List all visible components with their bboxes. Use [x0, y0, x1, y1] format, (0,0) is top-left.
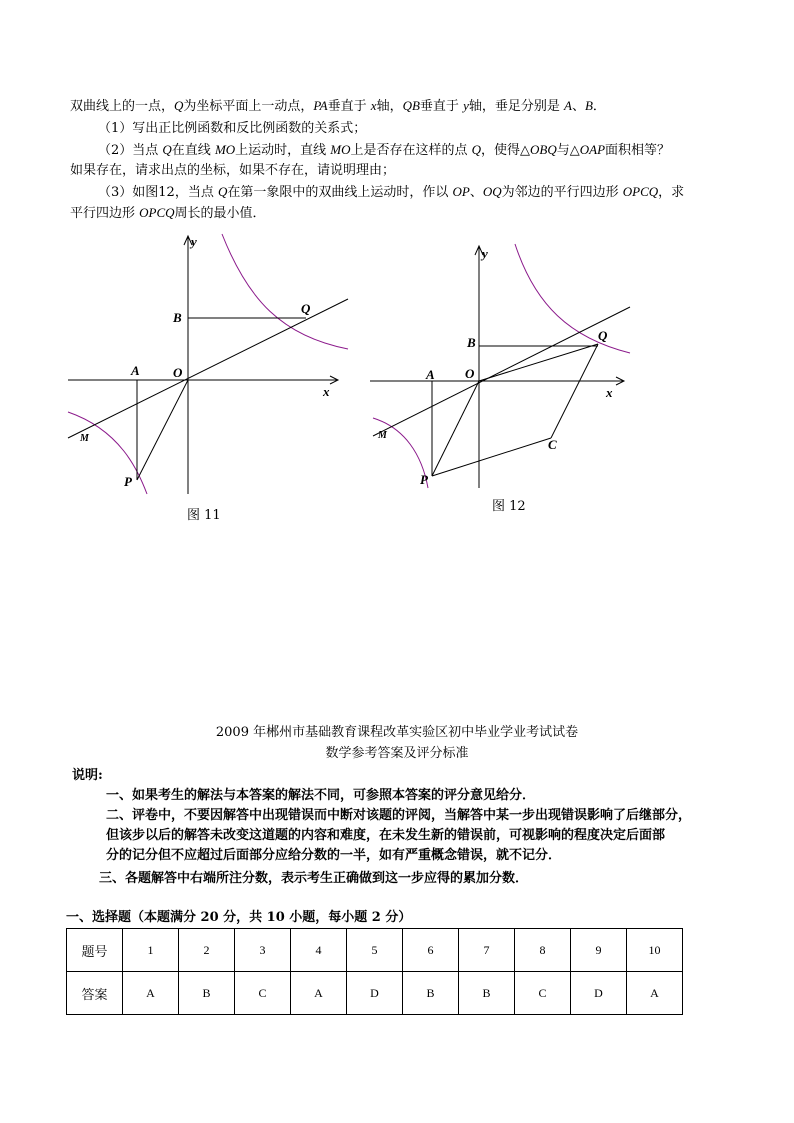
var-q: Q [162, 142, 172, 157]
fig11-label-y: y [191, 234, 197, 249]
note-1: 一、如果考生的解法与本答案的解法不同，可参照本答案的评分意见给分． [106, 788, 536, 803]
table-cell: 5 [347, 929, 403, 972]
row-header-number: 题号 [67, 929, 123, 972]
text: （3）如图12，当点 [98, 185, 218, 200]
text: 为坐标平面上一动点， [183, 99, 314, 114]
table-cell: C [515, 972, 571, 1015]
section-1-title: 一、选择题（本题满分 20 分，共 10 小题，每小题 2 分） [66, 910, 412, 925]
text: 、 [571, 99, 585, 114]
table-cell: 2 [179, 929, 235, 972]
fig12-line-mo [373, 307, 630, 436]
table-cell: D [347, 972, 403, 1015]
fig11-label-m: M [80, 433, 89, 444]
text: 在直线 [171, 143, 215, 158]
table-cell: 10 [627, 929, 683, 972]
table-cell: B [179, 972, 235, 1015]
fig12-segment-oq [479, 344, 598, 381]
var-oap: OAP [579, 142, 606, 157]
fig12-segment-op [432, 381, 479, 476]
fig12-label-b: B [467, 335, 476, 350]
answer-table [66, 928, 683, 1015]
fig11-label-x: x [323, 384, 330, 399]
text: ，求 [658, 185, 685, 200]
fig12-label-x: x [606, 385, 613, 400]
fig12-segment-cq [551, 344, 598, 438]
text: 轴，垂足分别是 [468, 99, 564, 114]
var-x: x [370, 98, 377, 113]
fig11-label-p: P [124, 474, 132, 489]
var-mo: MO [214, 142, 236, 157]
text: 轴， [376, 99, 403, 114]
var-opcq: OPCQ [622, 184, 659, 199]
text: 上运动时，直线 [235, 143, 331, 158]
var-q: Q [174, 98, 184, 113]
question-2-continued: 如果存在，请求出点的坐标，如果不存在，请说明理由； [70, 163, 396, 178]
table-cell: A [627, 972, 683, 1015]
fig12-caption: 图 12 [492, 499, 526, 514]
var-q: Q [217, 184, 228, 199]
fig11-label-q: Q [301, 301, 311, 316]
table-cell: B [459, 972, 515, 1015]
table-cell: 3 [235, 929, 291, 972]
fig12-segment-pc [432, 438, 551, 476]
fig12-label-y: y [482, 246, 488, 261]
notes-label: 说明: [72, 768, 103, 783]
fig12-axes [370, 246, 624, 488]
text: 与△ [556, 143, 580, 158]
fig12-label-c: C [548, 437, 557, 452]
var-opcq: OPCQ [139, 205, 175, 220]
text: ． [592, 99, 606, 114]
text: 双曲线上的一点， [70, 99, 175, 114]
var-oq: OQ [482, 184, 502, 199]
var-q: Q [471, 142, 482, 157]
table-cell: 9 [571, 929, 627, 972]
row-header-answer: 答案 [67, 972, 123, 1015]
answer-subtitle: 数学参考答案及评分标准 [325, 746, 469, 761]
table-cell: D [571, 972, 627, 1015]
var-qb: QB [402, 98, 420, 113]
table-cell: 7 [459, 929, 515, 972]
var-pa: PA [313, 98, 328, 113]
table-row [67, 929, 683, 972]
table-cell: A [123, 972, 179, 1015]
table-cell: C [235, 972, 291, 1015]
text: 垂直于 [327, 99, 371, 114]
fig12-label-o: O [465, 366, 475, 381]
text: 在第一象限中的双曲线上运动时，作以 [227, 185, 453, 200]
question-1: （1）写出正比例函数和反比例函数的关系式； [98, 121, 367, 136]
table-row [67, 972, 683, 1015]
fig12-label-p: P [420, 472, 428, 487]
text: 为邻边的平行四边形 [501, 185, 623, 200]
table-cell: 4 [291, 929, 347, 972]
table-cell: A [291, 972, 347, 1015]
var-a: A [563, 98, 572, 113]
fig11-caption: 图 11 [187, 508, 221, 523]
note-3: 三、各题解答中右端所注分数，表示考生正确做到这一步应得的累加分数． [99, 871, 529, 886]
figure-12 [0, 0, 794, 560]
note-2-line-3: 分的记分但不应超过后面部分应给分数的一半，如有严重概念错误，就不记分． [106, 848, 562, 863]
text: ，使得△ [481, 143, 531, 158]
table-cell: 8 [515, 929, 571, 972]
var-obq: OBQ [530, 142, 557, 157]
var-mo: MO [330, 142, 351, 157]
table-cell: B [403, 972, 459, 1015]
var-b: B [584, 98, 593, 113]
text: 、 [469, 185, 483, 200]
table-cell: 1 [123, 929, 179, 972]
text: 周长的最小值． [174, 206, 266, 221]
fig12-hyperbola-q1 [515, 244, 630, 353]
text: 垂直于 [419, 99, 464, 114]
text: 上是否存在这样的点 [350, 143, 472, 158]
text: 平行四边形 [70, 206, 140, 221]
fig11-label-o: O [173, 365, 183, 380]
fig12-label-q: Q [598, 328, 608, 343]
note-2-line-1: 二、评卷中，不要因解答中出现错误而中断对该题的评阅，当解答中某一步出现错误影响了后继部分， [106, 808, 692, 823]
var-y: y [463, 98, 469, 113]
fig11-label-a: A [131, 363, 140, 378]
text: 面积相等？ [605, 143, 671, 158]
var-op: OP [452, 184, 470, 199]
text: （2）当点 [98, 143, 163, 158]
fig12-label-m: M [378, 430, 387, 441]
note-2-line-2: 但该步以后的解答未改变这道题的内容和难度，在未发生新的错误前，可视影响的程度决定后面部 [106, 828, 666, 843]
fig11-label-b: B [173, 310, 182, 325]
table-cell: 6 [403, 929, 459, 972]
fig12-label-a: A [426, 367, 435, 382]
answer-title: 2009 年郴州市基础教育课程改革实验区初中毕业学业考试试卷 [215, 725, 579, 740]
